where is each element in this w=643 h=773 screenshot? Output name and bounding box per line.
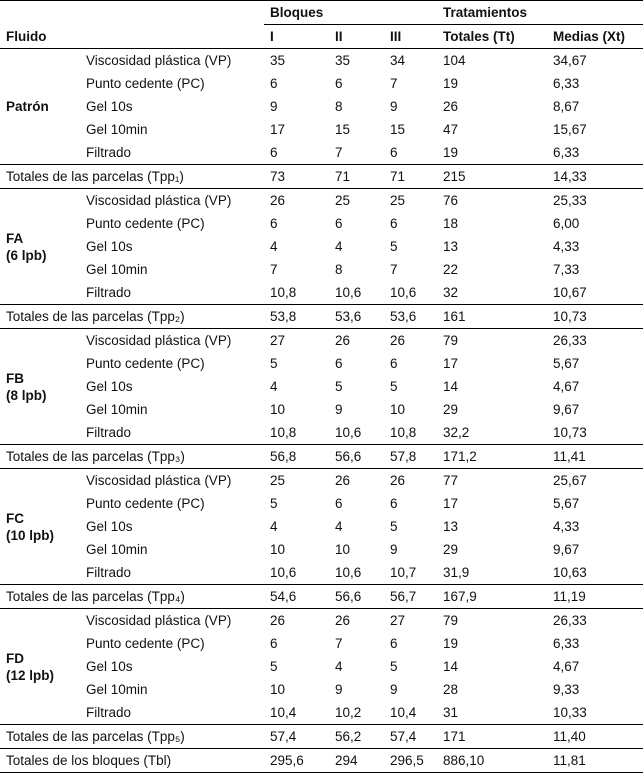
parameter-name: Viscosidad plástica (VP) [80,329,264,353]
total-block-1: 57,4 [264,725,329,749]
cell-block-1: 26 [264,609,329,633]
cell-block-3: 15 [390,122,406,137]
table-row [0,655,643,678]
cell-block-1: 10 [270,542,286,557]
cell-block-1: 4 [270,239,278,254]
header-row [0,25,643,49]
cell-block-2: 10 [335,542,351,557]
cell-block-2: 4 [335,519,343,534]
cell-total: 14 [443,379,459,394]
cell-block-1: 10,8 [270,285,297,300]
cell-total: 29 [443,402,459,417]
parameter-name: Punto cedente (PC) [86,496,205,511]
cell-total: 104 [443,53,466,68]
parameter-name: Viscosidad plástica (VP) [80,609,264,633]
total-block-2: 56,6 [329,585,384,609]
cell-block-1: 6 [270,636,278,651]
table-row [0,609,643,633]
cell-block-3: 10,4 [390,705,417,720]
cell-block-3: 9 [390,542,398,557]
cell-block-3: 10,6 [390,285,417,300]
cell-block-2: 26 [329,329,384,353]
cell-mean: 6,00 [553,216,580,231]
parameter-name: Gel 10min [86,542,148,557]
cell-block-1: 17 [270,122,286,137]
cell-block-3: 26 [384,469,437,493]
cell-block-1: 10 [270,402,286,417]
cell-block-1: 10,6 [270,565,297,580]
cell-total: 79 [437,329,547,353]
plot-totals-row [0,445,643,469]
cell-mean: 34,67 [553,53,587,68]
parameter-name: Gel 10s [86,99,133,114]
table-row [0,398,643,421]
fluid-name [0,469,80,585]
cell-block-1: 5 [270,659,278,674]
total-block-2: 56,6 [329,445,384,469]
parameter-name: Punto cedente (PC) [86,636,205,651]
table-row [0,72,643,95]
plot-totals-row [0,165,643,189]
cell-block-2: 35 [335,53,351,68]
cell-block-2: 26 [329,609,384,633]
fluid-concentration: (8 lpb) [6,387,47,403]
cell-mean: 4,67 [553,379,580,394]
cell-total: 28 [443,682,459,697]
fluid-label: Patrón [6,99,49,114]
fluid-name [0,609,80,725]
parameter-name: Gel 10min [86,262,148,277]
cell-block-2: 6 [335,76,343,91]
cell-mean: 6,33 [553,636,580,651]
grand-block-1: 295,6 [264,749,329,773]
cell-block-1: 10,8 [270,425,297,440]
fluid-label: FC [6,510,24,526]
total-total: 161 [437,305,547,329]
cell-block-3: 10,8 [390,425,417,440]
cell-total: 76 [437,189,547,213]
table-row [0,375,643,398]
table-row [0,118,643,141]
cell-total: 13 [443,239,459,254]
cell-total: 29 [443,542,459,557]
total-mean: 11,41 [547,445,643,469]
cell-mean: 4,67 [553,659,580,674]
cell-block-3: 25 [384,189,437,213]
cell-total: 19 [443,145,459,160]
cell-block-2: 8 [335,99,343,114]
cell-block-2: 10,6 [335,285,362,300]
fluid-name [0,49,80,165]
table-row [0,469,643,493]
table-row [0,678,643,701]
cell-block-2: 10,6 [335,565,362,580]
cell-mean: 25,67 [547,469,643,493]
grand-block-2: 294 [329,749,384,773]
parameter-name: Punto cedente (PC) [86,356,205,371]
cell-total: 22 [443,262,459,277]
total-mean: 11,40 [547,725,643,749]
cell-block-1: 5 [270,496,278,511]
cell-block-2: 4 [335,659,343,674]
block-totals-row [0,749,643,773]
cell-block-3: 6 [390,636,398,651]
plot-totals-label: Totales de las parcelas (Tpp₁) [0,165,264,189]
plot-totals-label: Totales de las parcelas (Tpp₃) [0,445,264,469]
table-row [0,141,643,165]
total-block-1: 54,6 [264,585,329,609]
cell-block-1: 35 [270,53,286,68]
table-row [0,538,643,561]
cell-block-2: 9 [335,682,343,697]
header-blocks: Bloques [264,1,437,25]
parameter-name: Filtrado [86,145,132,160]
cell-block-3: 9 [390,682,398,697]
cell-block-3: 10,7 [390,565,417,580]
total-block-1: 73 [264,165,329,189]
cell-total: 17 [443,356,459,371]
parameter-name: Gel 10min [86,402,148,417]
parameter-name: Viscosidad plástica (VP) [80,469,264,493]
cell-block-1: 6 [270,216,278,231]
cell-block-2: 8 [335,262,343,277]
cell-block-1: 6 [270,145,278,160]
parameter-name: Filtrado [86,565,132,580]
cell-block-3: 6 [390,145,398,160]
cell-mean: 25,33 [547,189,643,213]
table-row [0,212,643,235]
fluid-concentration: (12 lpb) [6,667,55,683]
header-means: Medias (Xt) [547,25,643,49]
table-row [0,515,643,538]
parameter-name: Viscosidad plástica (VP) [80,189,264,213]
plot-totals-label: Totales de las parcelas (Tpp₅) [0,725,264,749]
table-row [0,632,643,655]
cell-block-2: 10,2 [335,705,362,720]
header-fluid: Fluido [0,25,80,49]
cell-total: 32 [443,285,459,300]
cell-block-3: 6 [390,496,398,511]
parameter-name: Filtrado [86,425,132,440]
fluid-label: FB [6,370,24,386]
grand-block-3: 296,5 [384,749,437,773]
cell-block-1: 7 [270,262,278,277]
total-block-3: 57,8 [384,445,437,469]
cell-mean: 7,33 [553,262,580,277]
cell-mean: 4,33 [553,519,580,534]
cell-block-3: 27 [384,609,437,633]
cell-block-2: 15 [335,122,351,137]
total-total: 171,2 [437,445,547,469]
table-row [0,352,643,375]
total-mean: 11,19 [547,585,643,609]
parameter-name: Gel 10min [86,122,148,137]
table-row [0,95,643,118]
parameter-name: Punto cedente (PC) [86,216,205,231]
cell-block-3: 5 [390,659,398,674]
fluid-label: FD [6,650,24,666]
cell-block-3: 7 [390,262,398,277]
cell-mean: 26,33 [547,329,643,353]
total-total: 167,9 [437,585,547,609]
cell-block-1: 9 [270,99,278,114]
parameter-name: Viscosidad plástica (VP) [86,53,232,68]
cell-block-3: 5 [390,379,398,394]
parameter-name: Filtrado [86,285,132,300]
cell-total: 19 [443,636,459,651]
table-row [0,561,643,585]
cell-block-2: 6 [335,496,343,511]
cell-mean: 5,67 [553,356,580,371]
cell-block-1: 25 [264,469,329,493]
fluid-name [0,189,80,305]
total-block-3: 57,4 [384,725,437,749]
cell-mean: 10,73 [553,425,587,440]
table-row [0,329,643,353]
parameter-name: Gel 10s [86,659,133,674]
parameter-name: Gel 10min [86,682,148,697]
cell-block-3: 34 [390,53,406,68]
table-row [0,281,643,305]
cell-block-1: 4 [270,379,278,394]
table-row [0,421,643,445]
cell-mean: 10,33 [553,705,587,720]
parameter-name: Gel 10s [86,379,133,394]
block-totals-label: Totales de los bloques (Tbl) [0,749,264,773]
cell-block-3: 26 [384,329,437,353]
table-row [0,492,643,515]
cell-block-1: 26 [264,189,329,213]
header-totals: Totales (Tt) [437,25,547,49]
total-block-2: 53,6 [329,305,384,329]
cell-block-2: 10,6 [335,425,362,440]
table-row [0,258,643,281]
cell-total: 18 [443,216,459,231]
cell-block-3: 9 [390,99,398,114]
total-block-3: 71 [384,165,437,189]
cell-block-1: 10 [270,682,286,697]
total-total: 171 [437,725,547,749]
plot-totals-row [0,585,643,609]
plot-totals-label: Totales de las parcelas (Tpp₄) [0,585,264,609]
cell-mean: 9,67 [553,402,580,417]
cell-block-3: 5 [390,239,398,254]
parameter-name: Gel 10s [86,239,133,254]
cell-mean: 5,67 [553,496,580,511]
cell-total: 77 [437,469,547,493]
cell-mean: 6,33 [553,145,580,160]
cell-block-2: 6 [335,216,343,231]
cell-block-1: 6 [270,76,278,91]
cell-block-3: 7 [390,76,398,91]
parameter-name: Gel 10s [86,519,133,534]
cell-block-2: 6 [335,356,343,371]
cell-block-2: 7 [335,636,343,651]
cell-block-1: 27 [264,329,329,353]
header-block-2: II [329,25,384,49]
cell-block-2: 4 [335,239,343,254]
fluid-concentration: (10 lpb) [6,527,55,543]
total-block-3: 53,6 [384,305,437,329]
cell-mean: 6,33 [553,76,580,91]
total-mean: 10,73 [547,305,643,329]
cell-total: 13 [443,519,459,534]
cell-mean: 10,63 [553,565,587,580]
cell-total: 32,2 [443,425,470,440]
cell-block-2: 7 [335,145,343,160]
cell-block-3: 6 [390,356,398,371]
cell-mean: 10,67 [553,285,587,300]
cell-total: 31 [443,705,459,720]
cell-block-3: 5 [390,519,398,534]
fluid-concentration: (6 lpb) [6,247,47,263]
header-block-3: III [384,25,437,49]
grand-mean: 11,81 [547,749,643,773]
cell-total: 47 [443,122,459,137]
cell-block-2: 9 [335,402,343,417]
header-group-row [0,1,643,25]
cell-total: 19 [443,76,459,91]
cell-mean: 9,67 [553,542,580,557]
header-treatments: Tratamientos [437,1,643,25]
cell-total: 26 [443,99,459,114]
cell-total: 79 [437,609,547,633]
grand-total: 886,10 [437,749,547,773]
cell-mean: 26,33 [547,609,643,633]
cell-block-2: 26 [329,469,384,493]
cell-block-1: 10,4 [270,705,297,720]
parameter-name: Filtrado [86,705,132,720]
total-total: 215 [437,165,547,189]
cell-total: 14 [443,659,459,674]
table-row [0,189,643,213]
total-block-2: 71 [329,165,384,189]
parameter-name: Punto cedente (PC) [86,76,205,91]
table-row [0,701,643,725]
header-block-1: I [264,25,329,49]
total-block-1: 53,8 [264,305,329,329]
cell-block-2: 25 [329,189,384,213]
total-mean: 14,33 [547,165,643,189]
total-block-3: 56,7 [384,585,437,609]
table-row [0,235,643,258]
cell-block-3: 6 [390,216,398,231]
plot-totals-row [0,305,643,329]
cell-block-3: 10 [390,402,406,417]
fluid-label: FA [6,230,24,246]
total-block-2: 56,2 [329,725,384,749]
total-block-1: 56,8 [264,445,329,469]
plot-totals-label: Totales de las parcelas (Tpp₂) [0,305,264,329]
cell-total: 17 [443,496,459,511]
table-row [0,49,643,73]
cell-mean: 8,67 [553,99,580,114]
cell-block-1: 5 [270,356,278,371]
cell-block-2: 5 [335,379,343,394]
cell-mean: 15,67 [553,122,587,137]
cell-mean: 4,33 [553,239,580,254]
plot-totals-row [0,725,643,749]
cell-mean: 9,33 [553,682,580,697]
cell-block-1: 4 [270,519,278,534]
fluid-name [0,329,80,445]
cell-total: 31,9 [443,565,470,580]
